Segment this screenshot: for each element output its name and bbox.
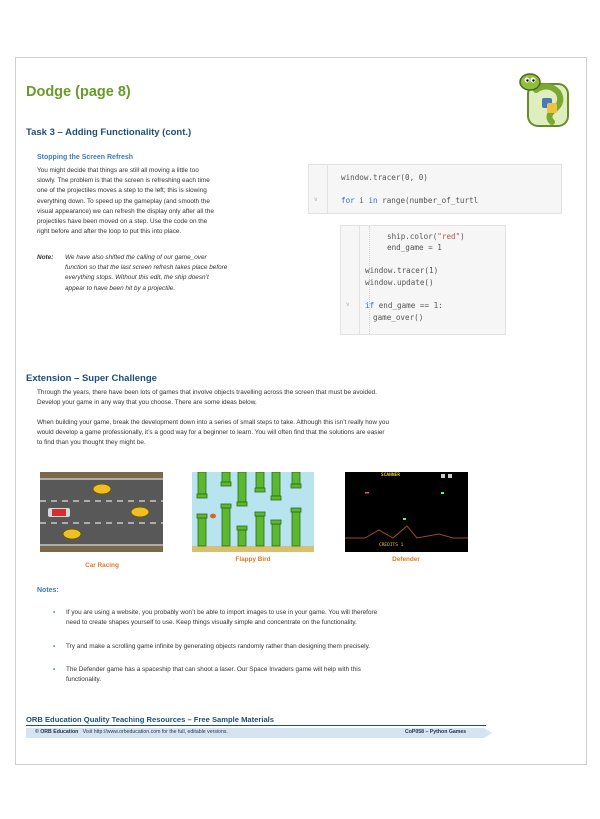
refresh-paragraph (37, 166, 269, 237)
text-line: visual appearance) we can refresh the display only after all the (37, 207, 214, 215)
text-line: When building your game, break the development down into a series of small steps to take. Although this isn’t really how you (37, 419, 390, 426)
credits-label: CREDITS 1 (379, 543, 404, 548)
notes-heading: Notes: (37, 587, 59, 594)
defender-caption: Defender (392, 556, 420, 563)
text-line: slowly. The problem is that the screen is refreshing each time (37, 177, 210, 185)
code-line: game_over() (373, 313, 424, 322)
list-item (53, 608, 496, 628)
flappy-bird-caption: Flappy Bird (235, 556, 271, 563)
bullet-icon: • (53, 643, 56, 650)
bullet-icon: • (53, 666, 56, 673)
flappy-bird-image (192, 472, 314, 552)
text-line: Develop your game in any way that you choose. There are some ideas below. (37, 399, 257, 407)
car-racing-caption: Car Racing (85, 562, 119, 569)
text-line: one of the projectiles moves a step to the left; this is slowing (37, 187, 207, 195)
footer-code: CoP058 – Python Games (405, 729, 467, 735)
code-line: window.tracer(1) (365, 266, 439, 275)
bullet-icon: • (53, 609, 56, 616)
footer-visit-link[interactable]: Visit http://www.orbeducation.com for the full, editable versions. (82, 729, 228, 735)
scanner-label: SCANNER (381, 473, 400, 478)
car-racing-image (40, 472, 163, 552)
list-item (53, 665, 496, 685)
text-line: Through the years, there have been lots of games that involve objects travelling across the screen that must be avoided. (37, 389, 377, 396)
extension-heading: Extension – Super Challenge (26, 373, 157, 384)
text-line: would develop a game professionally, it’s a good way for a beginner to learn. You will often find that the solutions are easier (37, 429, 385, 437)
text-line: right before and after the loop to put this into place. (37, 228, 182, 236)
code-snippet-tracer (308, 164, 562, 214)
extension-paragraph-2 (37, 418, 557, 449)
note-line: We have also shifted the calling of our game_over (65, 254, 207, 261)
extension-paragraph-1 (37, 388, 557, 408)
footer-divider (26, 725, 486, 726)
text-line: to find than you thought they might be. (37, 439, 146, 447)
code-line: window.update() (365, 278, 434, 287)
footer-title: ORB Education Quality Teaching Resources – Free Sample Materials (26, 715, 274, 724)
note-block (37, 253, 277, 294)
page-title: Dodge (page 8) (26, 84, 131, 100)
text-line: functionality. (66, 676, 102, 684)
text-line: everything down. To speed up the gameplay (and smooth the (37, 197, 210, 205)
defender-image (345, 472, 468, 552)
text-line: You might decide that things are still all moving a little too (37, 167, 199, 174)
text-line: If you are using a website, you probably won’t be able to import images to use in your game. You will therefore (66, 609, 378, 616)
note-line: appear to have been hit by a projectile. (65, 284, 176, 292)
code-line: ship.color("red") (387, 232, 465, 241)
task-heading: Task 3 – Adding Functionality (cont.) (26, 127, 192, 138)
text-line: need to create shapes yourself to use. Keep things visually simple and concentrate on the functionality. (66, 619, 357, 627)
code-line: if end_game == 1: (365, 301, 443, 310)
note-line: everything stops. Without this edit, the ship doesn’t (65, 274, 209, 282)
snake-mascot-logo (518, 70, 574, 130)
fold-marker-icon: v (314, 196, 318, 203)
code-line: window.tracer(0, 0) (341, 173, 428, 182)
text-line: Try and make a scrolling game infinite by generating objects randomly rather than designing them precisely. (66, 643, 371, 650)
text-line: The Defender game has a spaceship that can shoot a laser. Our Space Invaders game will help with this (66, 666, 361, 673)
note-line: function so that the last screen refresh takes place before (65, 264, 228, 272)
fold-marker-icon: v (346, 301, 350, 308)
list-item (53, 642, 496, 652)
note-label: Note: (37, 254, 54, 261)
code-snippet-update (340, 225, 506, 335)
refresh-subheading: Stopping the Screen Refresh (37, 154, 134, 161)
footer-info (35, 729, 228, 735)
code-line: for i in range(number_of_turtl (341, 196, 479, 205)
footer-copyright: © ORB Education (35, 729, 79, 735)
code-line: end_game = 1 (387, 243, 442, 252)
text-line: projectiles have been moved on a step. Use the code on the (37, 218, 208, 226)
